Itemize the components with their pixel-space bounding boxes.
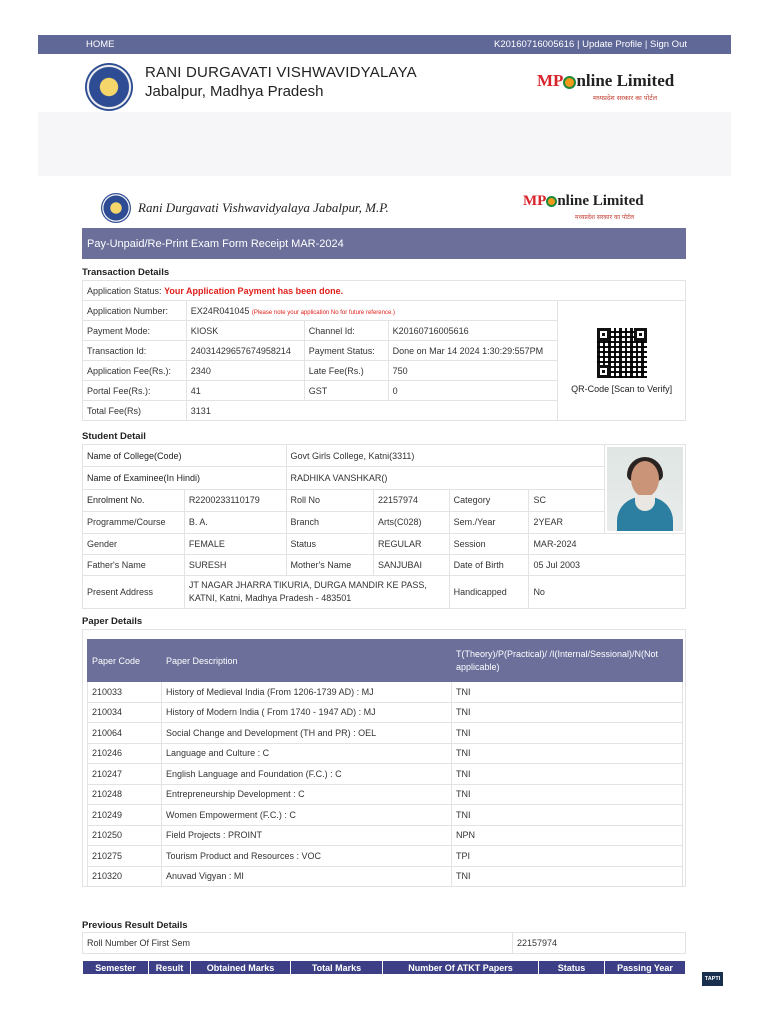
channel-id-value: K20160716005616 xyxy=(388,321,558,341)
application-status-value: Your Application Payment has been done. xyxy=(164,285,344,296)
paper-table xyxy=(87,639,683,887)
mponline-logo: MP nline Limited xyxy=(537,71,675,90)
examinee-value: RADHIKA VANSHKAR() xyxy=(286,467,604,489)
sem-label: Sem./Year xyxy=(449,511,529,533)
previous-result-table xyxy=(82,960,686,975)
mponline-tagline: मध्यप्रदेश सरकार का पोर्टल xyxy=(593,94,657,102)
paper-code-cell: 210275 xyxy=(88,846,162,867)
application-fee-value: 2340 xyxy=(186,361,304,381)
gst-label: GST xyxy=(304,381,388,401)
paper-desc-cell: History of Modern India ( From 1740 - 1947 AD) : MJ xyxy=(162,702,452,723)
transaction-id-label: Transaction Id: xyxy=(83,341,187,361)
handicapped-value: No xyxy=(529,576,686,609)
session-value: MAR-2024 xyxy=(529,534,686,555)
mother-label: Mother's Name xyxy=(286,555,373,576)
address-value: JT NAGAR JHARRA TIKURIA, DURGA MANDIR KE PASS, KATNI, Katni, Madhya Pradesh - 483501 xyxy=(184,576,449,609)
branch-value: Arts(C028) xyxy=(373,511,449,533)
paper-row xyxy=(88,743,683,764)
col-passing-year: Passing Year xyxy=(605,961,686,975)
dob-label: Date of Birth xyxy=(449,555,529,576)
paper-code-cell: 210034 xyxy=(88,702,162,723)
paper-desc-cell: Tourism Product and Resources : VOC xyxy=(162,846,452,867)
paper-type-cell: TNI xyxy=(452,866,683,887)
app-number-value: EX24R041045 xyxy=(190,305,250,316)
category-value: SC xyxy=(529,489,605,511)
paper-type-cell: TNI xyxy=(452,805,683,826)
status-value: REGULAR xyxy=(373,534,449,555)
first-sem-label: Roll Number Of First Sem xyxy=(83,933,513,954)
application-fee-label: Application Fee(Rs.): xyxy=(83,361,187,381)
paper-desc-cell: Field Projects : PROINT xyxy=(162,825,452,846)
application-status-label: Application Status: xyxy=(87,285,162,296)
paper-type-cell: TNI xyxy=(452,784,683,805)
category-label: Category xyxy=(449,489,529,511)
paper-row xyxy=(88,723,683,744)
enrolment-value: R2200233110179 xyxy=(184,489,286,511)
col-status: Status xyxy=(539,961,605,975)
paper-row xyxy=(88,764,683,785)
receipt-title: Rani Durgavati Vishwavidyalaya Jabalpur, M.P. xyxy=(138,200,389,215)
portal-fee-label: Portal Fee(Rs.): xyxy=(83,381,187,401)
paper-row xyxy=(88,702,683,723)
college-value: Govt Girls College, Katni(3311) xyxy=(286,445,604,467)
paper-row xyxy=(88,805,683,826)
transaction-table xyxy=(82,280,686,421)
top-nav-bar xyxy=(38,35,731,54)
receipt-mponline-logo: MP nline Limited xyxy=(523,193,644,209)
first-sem-table xyxy=(82,932,686,954)
paper-row xyxy=(88,784,683,805)
paper-desc-cell: Language and Culture : C xyxy=(162,743,452,764)
roll-label: Roll No xyxy=(286,489,373,511)
paper-desc-cell: English Language and Foundation (F.C.) : C xyxy=(162,764,452,785)
qr-caption: QR-Code [Scan to Verify] xyxy=(571,383,673,394)
header-band xyxy=(38,112,731,176)
paper-row xyxy=(88,825,683,846)
col-atkt-papers: Number Of ATKT Papers xyxy=(383,961,539,975)
col-paper-desc: Paper Description xyxy=(162,640,452,682)
paper-code-cell: 210064 xyxy=(88,723,162,744)
handicapped-label: Handicapped xyxy=(449,576,529,609)
paper-section-title: Paper Details xyxy=(82,616,143,627)
paper-row xyxy=(88,682,683,703)
gender-label: Gender xyxy=(83,534,185,555)
mother-value: SANJUBAI xyxy=(373,555,449,576)
gender-value: FEMALE xyxy=(184,534,286,555)
paper-type-cell: TNI xyxy=(452,764,683,785)
paper-type-cell: TNI xyxy=(452,702,683,723)
portal-fee-value: 41 xyxy=(186,381,304,401)
payment-mode-label: Payment Mode: xyxy=(83,321,187,341)
branch-label: Branch xyxy=(286,511,373,533)
student-section-title: Student Detail xyxy=(82,431,146,442)
status-label: Status xyxy=(286,534,373,555)
paper-code-cell: 210320 xyxy=(88,866,162,887)
paper-type-cell: NPN xyxy=(452,825,683,846)
programme-value: B. A. xyxy=(184,511,286,533)
col-total-marks: Total Marks xyxy=(291,961,383,975)
col-result: Result xyxy=(149,961,191,975)
channel-id-label: Channel Id: xyxy=(304,321,388,341)
university-city: Jabalpur, Madhya Pradesh xyxy=(145,83,324,100)
transaction-id-value: 24031429657674958214 xyxy=(186,341,304,361)
first-sem-value: 22157974 xyxy=(513,933,686,954)
col-paper-type: T(Theory)/P(Practical)/ /I(Internal/Sessional)/N(Not applicable) xyxy=(452,640,683,682)
paper-row xyxy=(88,866,683,887)
payment-mode-value: KIOSK xyxy=(186,321,304,341)
paper-table-body xyxy=(88,682,683,887)
paper-type-cell: TNI xyxy=(452,723,683,744)
payment-status-value: Done on Mar 14 2024 1:30:29:557PM xyxy=(388,341,558,361)
paper-desc-cell: Women Empowerment (F.C.) : C xyxy=(162,805,452,826)
programme-label: Programme/Course xyxy=(83,511,185,533)
late-fee-label: Late Fee(Rs.) xyxy=(304,361,388,381)
paper-code-cell: 210247 xyxy=(88,764,162,785)
col-semester: Semester xyxy=(83,961,149,975)
late-fee-value: 750 xyxy=(388,361,558,381)
university-name: RANI DURGAVATI VISHWAVIDYALAYA xyxy=(145,64,417,81)
paper-type-cell: TNI xyxy=(452,743,683,764)
session-label: Session xyxy=(449,534,529,555)
receipt-title-bar: Pay-Unpaid/Re-Print Exam Form Receipt MAR-2024 xyxy=(82,228,686,259)
father-label: Father's Name xyxy=(83,555,185,576)
sem-value: 2YEAR xyxy=(529,511,605,533)
transaction-section-title: Transaction Details xyxy=(82,267,170,278)
app-number-label: Application Number: xyxy=(83,301,187,321)
student-photo xyxy=(607,447,683,531)
paper-desc-cell: History of Medieval India (From 1206-1739 AD) : MJ xyxy=(162,682,452,703)
paper-code-cell: 210250 xyxy=(88,825,162,846)
receipt-seal-icon xyxy=(101,193,131,223)
college-label: Name of College(Code) xyxy=(83,445,287,467)
paper-row xyxy=(88,846,683,867)
payment-status-label: Payment Status: xyxy=(304,341,388,361)
paper-code-cell: 210249 xyxy=(88,805,162,826)
student-table xyxy=(82,444,686,609)
paper-type-cell: TNI xyxy=(452,682,683,703)
paper-type-cell: TPI xyxy=(452,846,683,867)
father-value: SURESH xyxy=(184,555,286,576)
examinee-label: Name of Examinee(In Hindi) xyxy=(83,467,287,489)
total-fee-label: Total Fee(Rs) xyxy=(83,401,187,421)
paper-desc-cell: Entrepreneurship Development : C xyxy=(162,784,452,805)
enrolment-label: Enrolment No. xyxy=(83,489,185,511)
paper-table-frame xyxy=(82,629,686,887)
qr-code-icon[interactable] xyxy=(597,328,647,378)
account-links[interactable]: K20160716005616 | Update Profile | Sign Out xyxy=(494,39,687,50)
paper-code-cell: 210033 xyxy=(88,682,162,703)
app-number-note: (Please note your application No for future reference.) xyxy=(251,309,395,316)
gst-value: 0 xyxy=(388,381,558,401)
roll-value: 22157974 xyxy=(373,489,449,511)
total-fee-value: 3131 xyxy=(186,401,557,421)
paper-desc-cell: Social Change and Development (TH and PR) : OEL xyxy=(162,723,452,744)
university-seal-icon xyxy=(85,63,133,111)
tapti-badge[interactable]: TAPTI xyxy=(702,972,723,986)
paper-desc-cell: Anuvad Vigyan : MI xyxy=(162,866,452,887)
address-label: Present Address xyxy=(83,576,185,609)
paper-code-cell: 210246 xyxy=(88,743,162,764)
previous-section-title: Previous Result Details xyxy=(82,920,188,931)
qr-cell xyxy=(558,301,686,421)
col-obtained-marks: Obtained Marks xyxy=(191,961,291,975)
dob-value: 05 Jul 2003 xyxy=(529,555,686,576)
photo-cell xyxy=(604,445,685,534)
paper-code-cell: 210248 xyxy=(88,784,162,805)
home-link[interactable]: HOME xyxy=(86,39,115,50)
col-paper-code: Paper Code xyxy=(88,640,162,682)
receipt-mponline-tagline: मध्यप्रदेश सरकार का पोर्टल xyxy=(575,214,635,221)
